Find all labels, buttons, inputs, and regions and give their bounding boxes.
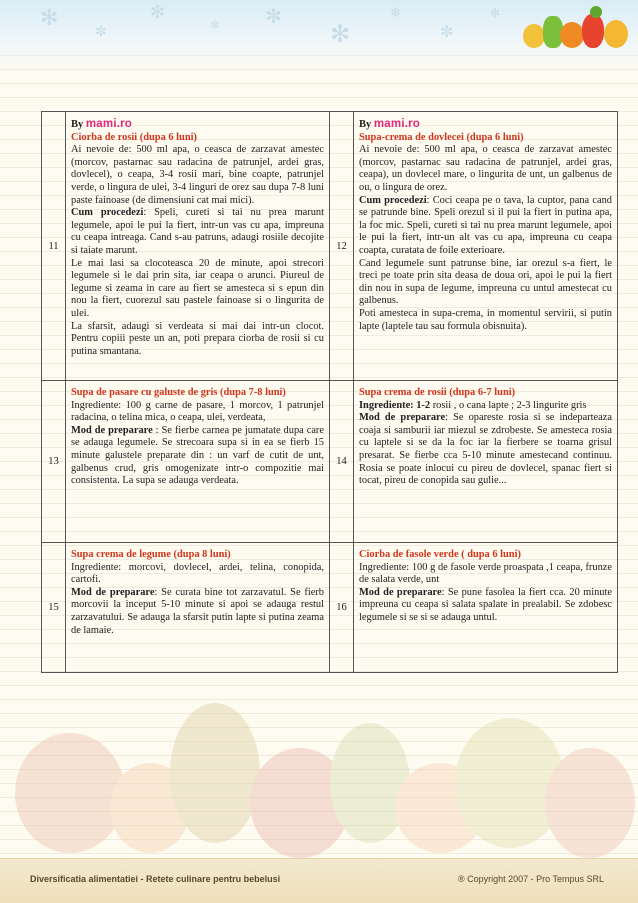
recipe-paragraph: Poti amesteca in supa-crema, in momentul servirii, si putin lapte (laptele tau sau formula obisnuita). (359, 307, 612, 332)
recipe-cell (354, 112, 618, 381)
recipe-number: 16 (330, 543, 354, 673)
snowflake-icon: ✼ (95, 24, 107, 40)
snowflake-icon: ❄ (210, 18, 221, 32)
recipe-paragraph: Cand legumele sunt patrunse bine, iar orezul s-a fiert, le treci pe toate prin sita deasa de doua ori, apoi le pui la fiert din nou in supa de legume, impreuna cu untul amestecat cu galbenus. (359, 257, 612, 307)
recipe-title: Supa crema de rosii (dupa 6-7 luni) (359, 387, 516, 398)
recipe (71, 387, 324, 488)
recipe-number: 13 (42, 381, 66, 543)
by-label: By (71, 119, 84, 130)
recipe-paragraph: Mod de preparare : Se fierbe carnea pe jumatate dupa care se adauga legumele. Se strecoara supa si in ea se fierb 15 minute galustele preparate din : un varf de cutit de unt, galbenus crud, gris omogenizate intr-o compozitie mai consistenta. La supa se adauga verdeata. (71, 424, 325, 487)
vegetable-icon (590, 6, 602, 18)
recipe-paragraph: La sfarsit, adaugi si verdeata si mai dai intr-un clocot. Pentru copiii peste un an, poti prepara ciorba de rosii si cu putina smantana. (71, 320, 324, 357)
recipe-cell (66, 112, 330, 381)
recipe-paragraph: Ingrediente: morcovi, dovlecel, ardei, telina, conopida, cartofi. (71, 561, 324, 586)
recipe (71, 118, 324, 358)
recipe-title: Ciorba de rosii (dupa 6 luni) (71, 131, 197, 143)
recipe-title: Ciorba de fasole verde ( dupa 6 luni) (359, 549, 521, 560)
mami-logo: mami.ro (373, 118, 421, 130)
mami-logo: mami.ro (85, 118, 133, 130)
footer (0, 858, 638, 903)
recipe-title: Supa crema de legume (dupa 8 luni) (71, 549, 231, 560)
recipe-cell (354, 543, 618, 673)
snowflake-icon: ✻ (40, 6, 59, 31)
table-row (42, 381, 618, 543)
recipe-number: 14 (330, 381, 354, 543)
recipes-table (41, 111, 618, 673)
recipe-paragraph: Ai nevoie de: 500 ml apa, o ceasca de zarzavat amestec (morcov, pastarnac sau radacina de patrunjel, ardei gras, dovlecel), o ceapa, 3-4 rosii mari, bine coapte, patrunjel verde, o lingura de ulei, 3-4 linguri de orez sau dupa 7-8 luni paste fainoase (de dimensiuni cat mai mici). (71, 144, 324, 206)
recipe (359, 549, 612, 625)
recipe-paragraph: Ai nevoie de: 500 ml apa, o ceasca de zarzavat amestec (morcov, pastarnac sau radacina de patrunjel, ardei gras, ceapa), un dovlecel mare, o lingurita de unt, un galbenus de ou, o lingura de orez. (359, 144, 612, 193)
recipe-paragraph: Ingrediente: 1-2 rosii , o cana lapte ; 2-3 lingurite gris (359, 399, 587, 411)
snowflake-icon: ✼ (265, 4, 282, 28)
recipe-cell (354, 381, 618, 543)
recipe-number: 12 (330, 112, 354, 381)
recipe-number: 11 (42, 112, 66, 381)
recipe-number: 15 (42, 543, 66, 673)
vegetable-icon (523, 24, 545, 48)
recipe-paragraph: Cum procedezi: Coci ceapa pe o tava, la cuptor, pana cand se patrunde bine. Speli orezul si il pui la fiert in putina apa, la foc mic. Speli, cureti si tai nu prea marunt legumele, apoi le pui la fiert, intr-un alt vas cu apa, impreuna cu ceapa coapta, curatata de foile exterioare. (359, 194, 612, 256)
recipe-title: Supa-crema de dovlecei (dupa 6 luni) (359, 131, 524, 143)
recipe-paragraph: Ingrediente: 100 g de fasole verde proaspata ,1 ceapa, frunze de salata verde, unt (359, 561, 612, 586)
recipe-paragraph: Le mai lasi sa clocoteasca 20 de minute, apoi strecori legumele si le dai prin sita, iar ceapa o arunci. Piureul de legume si zeama in care au fiert se amesteca si s epun din nou la fiert, cuorezul sau pastele fainoase si o lingurita de ulei. (71, 257, 324, 319)
snowflake-icon: ✻ (150, 2, 166, 23)
table-row (42, 543, 618, 673)
recipe-paragraph: Ingrediente: 100 g carne de pasare, 1 morcov, 1 patrunjel radacina, o telina mica, o ceapa, ulei, verdeata, (71, 399, 324, 424)
footer-title: Diversificatia alimentatiei - Retete culinare pentru bebelusi (30, 874, 281, 884)
snowflake-icon: ❄ (390, 6, 401, 21)
recipe-paragraph: Cum procedezi: Speli, cureti si tai nu prea marunt legumele, apoi le pui la fiert, intr-un vas cu apa, impreuna cu ceapa intreaga. Cand s-au patruns, adaugi rosiile decojite si taiate marunt. (71, 207, 324, 256)
header-decoration (0, 0, 638, 72)
recipe-paragraph: Mod de preparare: Se curata bine tot zarzavatul. Se fierb morcovii la inceput 5-10 minute si apoi se adauga restul zarzavatului. Se adauga la sfarsit putin lapte si putina zeama de lamaie. (71, 586, 325, 636)
snowflake-icon: ✻ (330, 20, 351, 48)
recipe (359, 387, 612, 488)
footer-copyright: ® Copyright 2007 - Pro Tempus SRL (457, 874, 604, 884)
snowflake-icon: ✼ (440, 22, 454, 41)
recipe-cell (66, 543, 330, 673)
vegetable-icon (582, 14, 604, 48)
vegetable-icon (560, 22, 584, 48)
recipe (71, 549, 324, 637)
recipe-cell (66, 381, 330, 543)
recipe-paragraph: Mod de preparare: Se opareste rosia si se indeparteaza coaja si samburii iar miezul se zdrobeste. Se amesteca rosia cu laptele si se da la foc iar la fierbere se toarna grisul presarat. Se fierbe cca 5-10 minute amestecand continuu. Rosia se poate inlocui cu pireu de dovlecel, spanac fiert si tocat, pireu de conopida sau gulie... (359, 412, 612, 487)
recipe (359, 118, 612, 333)
snowflake-icon: ✻ (490, 6, 501, 20)
by-label: By (359, 119, 372, 130)
vegetable-icon (604, 20, 628, 48)
recipe-title: Supa de pasare cu galuste de gris (dupa 7-8 luni) (71, 387, 286, 398)
recipe-paragraph: Mod de preparare: Se pune fasolea la fiert cca. 20 minute impreuna cu ceapa si salata spalate in prealabil. Se zdobesc legumele si se si se adauga untul. (359, 586, 613, 623)
table-row (42, 112, 618, 381)
